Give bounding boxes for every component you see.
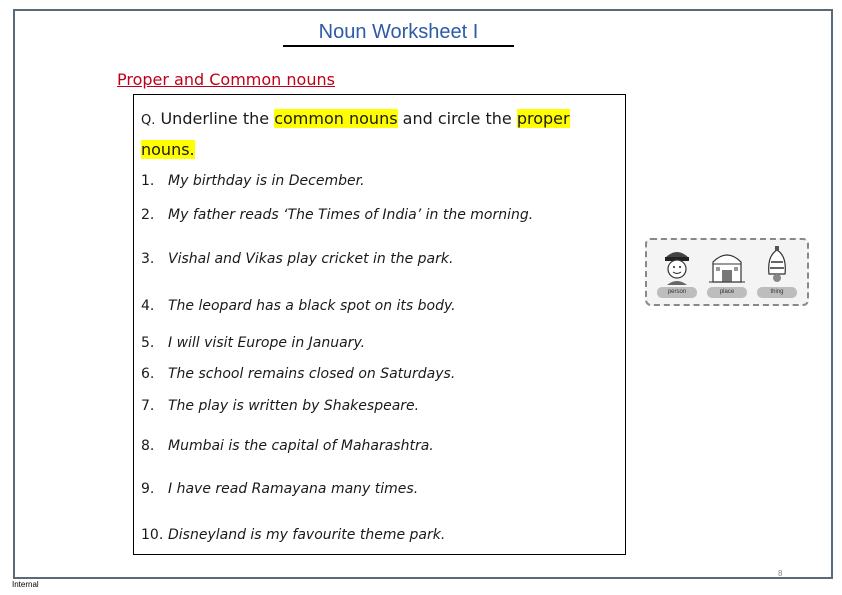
highlight-common-nouns: common nouns xyxy=(274,109,398,128)
question-text-2: and circle the xyxy=(402,109,512,128)
list-item: 2. My father reads ‘The Times of India’ in the morning. xyxy=(141,207,534,223)
list-item: 8. Mumbai is the capital of Maharashtra. xyxy=(141,438,434,454)
list-item: 7. The play is written by Shakespeare. xyxy=(141,398,420,414)
thing-icon xyxy=(757,244,797,286)
place-icon xyxy=(707,244,747,286)
person-icon xyxy=(657,244,697,286)
section-subtitle: Proper and Common nouns xyxy=(117,70,335,89)
noun-types-illustration xyxy=(645,238,809,306)
list-item: 10. Disneyland is my favourite theme park. xyxy=(141,527,446,543)
place-label: place xyxy=(707,287,747,298)
highlight-proper: proper xyxy=(516,109,570,128)
question-label: Q. xyxy=(141,113,156,128)
list-item: 3. Vishal and Vikas play cricket in the park. xyxy=(141,251,454,267)
classification-label: Internal xyxy=(12,580,39,589)
question-instruction xyxy=(141,104,611,164)
list-item: 6. The school remains closed on Saturdays. xyxy=(141,366,456,382)
highlight-nouns: nouns. xyxy=(141,140,195,159)
thing-label: thing xyxy=(757,287,797,298)
list-item: 5. I will visit Europe in January. xyxy=(141,335,366,351)
question-text-1: Underline the xyxy=(160,109,270,128)
list-item: 9. I have read Ramayana many times. xyxy=(141,481,419,497)
list-item: 4. The leopard has a black spot on its body. xyxy=(141,298,456,314)
person-label: person xyxy=(657,287,697,298)
page-number: 8 xyxy=(778,569,783,578)
page-title: Noun Worksheet I xyxy=(283,19,514,47)
list-item: 1. My birthday is in December. xyxy=(141,173,365,189)
